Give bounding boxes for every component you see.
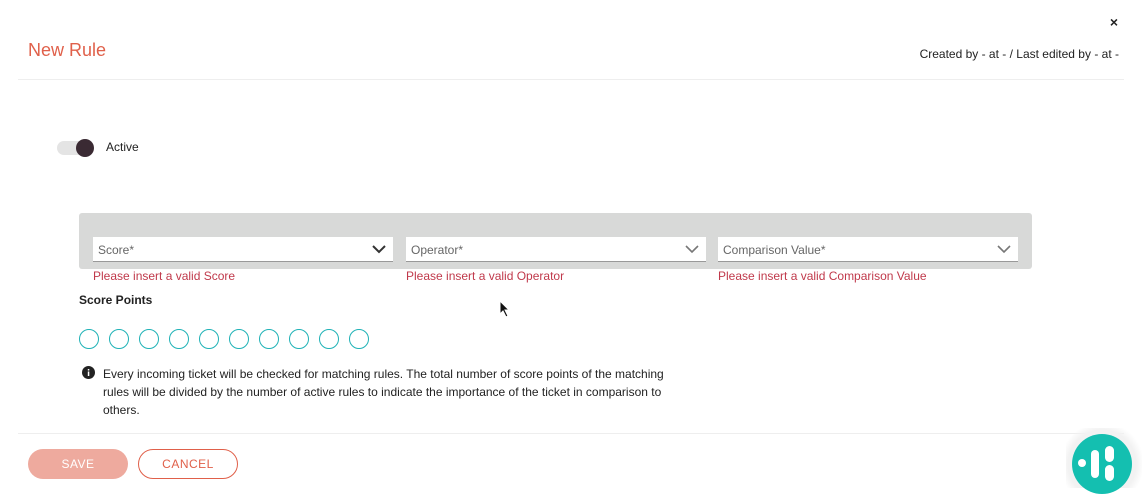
score-point-10[interactable] <box>349 329 369 349</box>
score-select-placeholder: Score* <box>98 243 135 257</box>
cancel-button[interactable]: CANCEL <box>138 449 238 479</box>
active-toggle-label: Active <box>106 140 139 154</box>
header-divider <box>18 79 1124 80</box>
comparison-value-select-placeholder: Comparison Value* <box>723 243 826 257</box>
save-button[interactable]: SAVE <box>28 449 128 479</box>
score-point-6[interactable] <box>229 329 249 349</box>
dialog-title: New Rule <box>28 40 107 60</box>
score-point-9[interactable] <box>319 329 339 349</box>
operator-error: Please insert a valid Operator <box>406 269 565 283</box>
chevron-down-icon <box>684 242 700 256</box>
created-edited-meta: Created by - at - / Last edited by - at - <box>919 47 1119 61</box>
chat-widget-button[interactable] <box>1072 434 1132 494</box>
comparison-value-error: Please insert a valid Comparison Value <box>718 269 927 283</box>
score-point-1[interactable] <box>79 329 99 349</box>
operator-select[interactable] <box>406 237 706 262</box>
comparison-value-select[interactable] <box>718 237 1018 262</box>
chevron-down-icon <box>371 242 387 256</box>
score-point-2[interactable] <box>109 329 129 349</box>
score-point-8[interactable] <box>289 329 309 349</box>
score-select[interactable] <box>93 237 393 262</box>
info-text: Every incoming ticket will be checked for matching rules. The total number of score points of the matching rules will be divided by the number of active rules to indicate the importance of the ticket in comparison to others. <box>103 367 664 417</box>
active-toggle[interactable] <box>57 139 97 157</box>
footer-divider <box>18 433 1124 434</box>
score-point-3[interactable] <box>139 329 159 349</box>
chat-logo-icon <box>1072 434 1132 494</box>
info-icon <box>82 366 95 379</box>
chevron-down-icon <box>996 242 1012 256</box>
toggle-knob <box>76 139 94 157</box>
score-point-7[interactable] <box>259 329 279 349</box>
score-points-label: Score Points <box>79 293 153 307</box>
score-error: Please insert a valid Score <box>93 269 236 283</box>
close-button[interactable]: × <box>1109 14 1119 30</box>
score-point-5[interactable] <box>199 329 219 349</box>
mouse-cursor-icon <box>499 300 511 318</box>
score-point-4[interactable] <box>169 329 189 349</box>
operator-select-placeholder: Operator* <box>411 243 464 257</box>
